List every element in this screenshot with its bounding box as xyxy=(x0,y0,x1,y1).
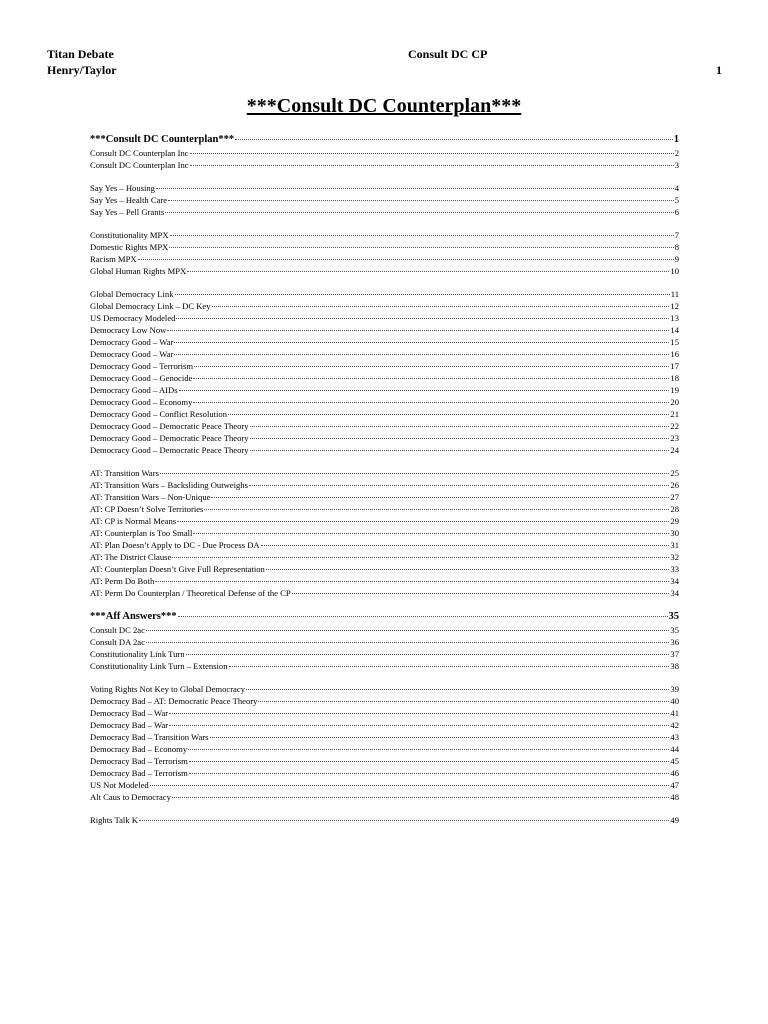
toc-entry-label: AT: The District Clause xyxy=(90,552,172,562)
toc-entry[interactable] xyxy=(90,133,679,147)
dot-leader xyxy=(190,165,674,166)
dot-leader xyxy=(178,616,668,617)
toc-entry-page: 2 xyxy=(674,148,679,158)
toc-entry-page: 18 xyxy=(670,373,679,383)
document-title: ***Consult DC Counterplan*** xyxy=(246,95,522,117)
toc-entry[interactable] xyxy=(90,695,679,707)
toc-entry-page: 21 xyxy=(670,409,679,419)
dot-leader xyxy=(193,402,669,403)
toc-entry-label: Democracy Bad – Terrorism xyxy=(90,768,188,778)
toc-entry[interactable] xyxy=(90,648,679,660)
section-gap xyxy=(90,277,679,288)
toc-entry-page: 36 xyxy=(670,637,679,647)
toc-entry[interactable] xyxy=(90,241,679,253)
dot-leader xyxy=(165,212,673,213)
dot-leader xyxy=(174,354,669,355)
dot-leader xyxy=(292,593,670,594)
toc-entry-label: Democracy Bad – Terrorism xyxy=(90,756,188,766)
toc-entry-label: Consult DC Counterplan Inc xyxy=(90,148,189,158)
dot-leader xyxy=(261,545,670,546)
toc-entry[interactable] xyxy=(90,159,679,171)
toc-entry-label: Democracy Good – War xyxy=(90,337,174,347)
dot-leader xyxy=(174,342,669,343)
toc-entry-label: AT: CP Doesn’t Solve Territories xyxy=(90,504,204,514)
toc-entry-page: 43 xyxy=(670,732,679,742)
section-gap xyxy=(90,171,679,182)
dot-leader xyxy=(250,438,670,439)
toc-entry-page: 40 xyxy=(670,696,679,706)
toc-entry-label: AT: Plan Doesn’t Apply to DC - Due Process DA xyxy=(90,540,260,550)
toc-entry-page: 15 xyxy=(670,337,679,347)
toc-entry[interactable] xyxy=(90,503,679,515)
toc-entry-label: Global Democracy Link – DC Key xyxy=(90,301,211,311)
toc-entry[interactable] xyxy=(90,779,679,791)
toc-entry-page: 19 xyxy=(670,385,679,395)
dot-leader xyxy=(186,654,670,655)
dot-leader xyxy=(146,630,670,631)
dot-leader xyxy=(210,737,670,738)
toc-entry-label: Democracy Good – Terrorism xyxy=(90,361,194,371)
dot-leader xyxy=(193,533,669,534)
section-gap xyxy=(90,218,679,229)
toc-entry-label: AT: Perm Do Both xyxy=(90,576,155,586)
toc-entry[interactable] xyxy=(90,515,679,527)
toc-entry[interactable] xyxy=(90,182,679,194)
toc-entry-label: AT: Transition Wars – Non-Unique xyxy=(90,492,211,502)
toc-entry-label: Democracy Bad – Transition Wars xyxy=(90,732,209,742)
toc-entry-label: Constitutionality Link Turn xyxy=(90,649,185,659)
toc-entry[interactable] xyxy=(90,265,679,277)
toc-entry[interactable] xyxy=(90,147,679,159)
toc-entry-label: AT: Perm Do Counterplan / Theoretical Defense of the CP xyxy=(90,588,291,598)
toc-entry[interactable] xyxy=(90,384,679,396)
toc-entry-page: 49 xyxy=(670,815,679,825)
toc-entry-page: 37 xyxy=(670,649,679,659)
toc-entry-page: 29 xyxy=(670,516,679,526)
header-file-title: Consult DC CP xyxy=(408,47,488,61)
toc-entry[interactable] xyxy=(90,300,679,312)
dot-leader xyxy=(212,306,670,307)
toc-entry-page: 38 xyxy=(670,661,679,671)
toc-entry[interactable] xyxy=(90,527,679,539)
toc-entry[interactable] xyxy=(90,336,679,348)
toc-entry[interactable] xyxy=(90,348,679,360)
dot-leader xyxy=(172,557,669,558)
toc-entry-page: 3 xyxy=(674,160,679,170)
toc-entry-label: AT: CP is Normal Means xyxy=(90,516,177,526)
toc-entry-label: Say Yes – Housing xyxy=(90,183,155,193)
toc-entry-page: 1 xyxy=(673,134,679,145)
toc-entry-page: 48 xyxy=(670,792,679,802)
toc-entry[interactable] xyxy=(90,814,679,826)
toc-entry[interactable] xyxy=(90,660,679,672)
dot-leader xyxy=(229,666,670,667)
toc-entry[interactable] xyxy=(90,467,679,479)
toc-entry-label: Say Yes – Health Care xyxy=(90,195,168,205)
toc-entry-page: 35 xyxy=(668,611,679,622)
dot-leader xyxy=(249,485,669,486)
toc-entry-label: Constitutionality Link Turn – Extension xyxy=(90,661,228,671)
dot-leader xyxy=(188,749,669,750)
toc-entry-page: 10 xyxy=(670,266,679,276)
toc-entry[interactable] xyxy=(90,624,679,636)
toc-entry-page: 34 xyxy=(670,576,679,586)
toc-entry-page: 46 xyxy=(670,768,679,778)
toc-entry[interactable] xyxy=(90,253,679,265)
toc-entry-page: 35 xyxy=(670,625,679,635)
toc-entry-label: Democracy Low Now xyxy=(90,325,167,335)
toc-entry-page: 45 xyxy=(670,756,679,766)
dot-leader xyxy=(150,785,670,786)
toc-entry-page: 47 xyxy=(670,780,679,790)
toc-entry-page: 16 xyxy=(670,349,679,359)
toc-entry-page: 28 xyxy=(670,504,679,514)
toc-entry-label: Democracy Good – Genocide xyxy=(90,373,193,383)
toc-entry-label: US Not Modeled xyxy=(90,780,149,790)
toc-entry-label: Democracy Good – Economy xyxy=(90,397,193,407)
dot-leader xyxy=(169,713,669,714)
toc-entry-label: Democracy Bad – AT: Democratic Peace Theory xyxy=(90,696,258,706)
toc-entry-label: Democracy Bad – War xyxy=(90,708,169,718)
toc-entry-page: 12 xyxy=(670,301,679,311)
toc-entry[interactable] xyxy=(90,420,679,432)
section-gap xyxy=(90,456,679,467)
dot-leader xyxy=(228,414,669,415)
toc-entry[interactable] xyxy=(90,479,679,491)
toc-entry-page: 7 xyxy=(674,230,679,240)
dot-leader xyxy=(204,509,669,510)
toc-entry-label: Democracy Good – Conflict Resolution xyxy=(90,409,227,419)
toc-entry[interactable] xyxy=(90,408,679,420)
toc-entry[interactable] xyxy=(90,324,679,336)
toc-entry-page: 42 xyxy=(670,720,679,730)
dot-leader xyxy=(175,294,670,295)
toc-entry[interactable] xyxy=(90,563,679,575)
toc-entry[interactable] xyxy=(90,610,679,624)
toc-entry-page: 24 xyxy=(670,445,679,455)
toc-entry[interactable] xyxy=(90,755,679,767)
toc-entry-page: 11 xyxy=(670,289,679,299)
header-authors: Henry/Taylor xyxy=(47,63,117,77)
dot-leader xyxy=(176,318,669,319)
toc-entry-page: 17 xyxy=(670,361,679,371)
toc-entry-page: 23 xyxy=(670,433,679,443)
dot-leader xyxy=(179,390,670,391)
toc-entry[interactable] xyxy=(90,288,679,300)
toc-entry[interactable] xyxy=(90,707,679,719)
toc-entry[interactable] xyxy=(90,743,679,755)
toc-entry-page: 8 xyxy=(674,242,679,252)
toc-entry[interactable] xyxy=(90,587,679,599)
toc-entry-label: ***Aff Answers*** xyxy=(90,611,177,622)
dot-leader xyxy=(139,820,669,821)
toc-entry-page: 22 xyxy=(670,421,679,431)
toc-entry-page: 5 xyxy=(674,195,679,205)
toc-entry-label: ***Consult DC Counterplan*** xyxy=(90,134,235,145)
toc-entry[interactable] xyxy=(90,396,679,408)
table-of-contents xyxy=(90,133,679,826)
toc-entry-page: 44 xyxy=(670,744,679,754)
toc-entry-label: AT: Counterplan is Too Small xyxy=(90,528,193,538)
toc-entry-label: AT: Counterplan Doesn’t Give Full Representation xyxy=(90,564,265,574)
toc-entry-label: Democracy Good – Democratic Peace Theory xyxy=(90,421,249,431)
dot-leader xyxy=(235,139,673,140)
dot-leader xyxy=(156,188,674,189)
toc-entry[interactable] xyxy=(90,636,679,648)
toc-entry[interactable] xyxy=(90,791,679,803)
toc-entry-page: 32 xyxy=(670,552,679,562)
toc-entry[interactable] xyxy=(90,360,679,372)
section-gap xyxy=(90,803,679,814)
toc-entry-page: 25 xyxy=(670,468,679,478)
header-page-number: 1 xyxy=(716,63,722,77)
toc-entry-label: Consult DA 2ac xyxy=(90,637,145,647)
toc-entry-label: Voting Rights Not Key to Global Democracy xyxy=(90,684,245,694)
dot-leader xyxy=(246,689,669,690)
dot-leader xyxy=(169,725,669,726)
dot-leader xyxy=(189,761,670,762)
toc-entry-page: 30 xyxy=(670,528,679,538)
toc-entry[interactable] xyxy=(90,432,679,444)
toc-entry-label: Domestic Rights MPX xyxy=(90,242,169,252)
toc-entry-label: Alt Caus to Democracy xyxy=(90,792,171,802)
toc-entry-label: Democracy Good – War xyxy=(90,349,174,359)
toc-entry[interactable] xyxy=(90,229,679,241)
toc-entry-label: Constitutionality MPX xyxy=(90,230,169,240)
toc-entry-label: Democracy Good – AIDs xyxy=(90,385,178,395)
toc-entry[interactable] xyxy=(90,491,679,503)
dot-leader xyxy=(187,271,669,272)
toc-entry[interactable] xyxy=(90,731,679,743)
dot-leader xyxy=(170,235,674,236)
toc-entry-page: 20 xyxy=(670,397,679,407)
toc-entry[interactable] xyxy=(90,206,679,218)
toc-entry[interactable] xyxy=(90,683,679,695)
dot-leader xyxy=(138,259,674,260)
toc-entry-label: Democracy Bad – War xyxy=(90,720,169,730)
toc-entry-label: Democracy Bad – Economy xyxy=(90,744,188,754)
dot-leader xyxy=(167,330,669,331)
toc-entry-page: 13 xyxy=(670,313,679,323)
toc-entry-page: 34 xyxy=(670,588,679,598)
dot-leader xyxy=(266,569,670,570)
dot-leader xyxy=(250,426,670,427)
toc-entry-page: 14 xyxy=(670,325,679,335)
toc-entry-page: 39 xyxy=(670,684,679,694)
toc-entry[interactable] xyxy=(90,767,679,779)
dot-leader xyxy=(190,153,674,154)
toc-entry-page: 33 xyxy=(670,564,679,574)
toc-entry-page: 26 xyxy=(670,480,679,490)
toc-entry-page: 31 xyxy=(670,540,679,550)
dot-leader xyxy=(155,581,669,582)
toc-entry-label: AT: Transition Wars xyxy=(90,468,159,478)
toc-entry[interactable] xyxy=(90,312,679,324)
toc-entry[interactable] xyxy=(90,194,679,206)
toc-entry-page: 4 xyxy=(674,183,679,193)
header-team: Titan Debate xyxy=(47,47,114,61)
dot-leader xyxy=(169,247,673,248)
dot-leader xyxy=(172,797,670,798)
dot-leader xyxy=(250,450,670,451)
toc-entry-label: Global Democracy Link xyxy=(90,289,174,299)
toc-entry-page: 27 xyxy=(670,492,679,502)
toc-entry-label: Rights Talk K xyxy=(90,815,138,825)
toc-entry-label: Democracy Good – Democratic Peace Theory xyxy=(90,433,249,443)
dot-leader xyxy=(211,497,669,498)
dot-leader xyxy=(168,200,674,201)
dot-leader xyxy=(258,701,669,702)
section-gap xyxy=(90,599,679,610)
toc-entry-page: 41 xyxy=(670,708,679,718)
toc-entry[interactable] xyxy=(90,719,679,731)
toc-entry-page: 6 xyxy=(674,207,679,217)
toc-entry-label: Say Yes – Pell Grants xyxy=(90,207,165,217)
toc-entry-label: Global Human Rights MPX xyxy=(90,266,187,276)
toc-entry-page: 9 xyxy=(674,254,679,264)
dot-leader xyxy=(177,521,669,522)
toc-entry-label: Racism MPX xyxy=(90,254,137,264)
toc-entry-label: Democracy Good – Democratic Peace Theory xyxy=(90,445,249,455)
toc-entry[interactable] xyxy=(90,444,679,456)
dot-leader xyxy=(146,642,670,643)
dot-leader xyxy=(160,473,669,474)
toc-entry[interactable] xyxy=(90,539,679,551)
toc-entry[interactable] xyxy=(90,575,679,587)
dot-leader xyxy=(189,773,670,774)
toc-entry-label: US Democracy Modeled xyxy=(90,313,176,323)
toc-entry[interactable] xyxy=(90,551,679,563)
toc-entry-label: AT: Transition Wars – Backsliding Outweighs xyxy=(90,480,248,490)
toc-entry-label: Consult DC 2ac xyxy=(90,625,145,635)
toc-entry[interactable] xyxy=(90,372,679,384)
toc-entry-label: Consult DC Counterplan Inc xyxy=(90,160,189,170)
dot-leader xyxy=(193,378,669,379)
dot-leader xyxy=(194,366,669,367)
section-gap xyxy=(90,672,679,683)
